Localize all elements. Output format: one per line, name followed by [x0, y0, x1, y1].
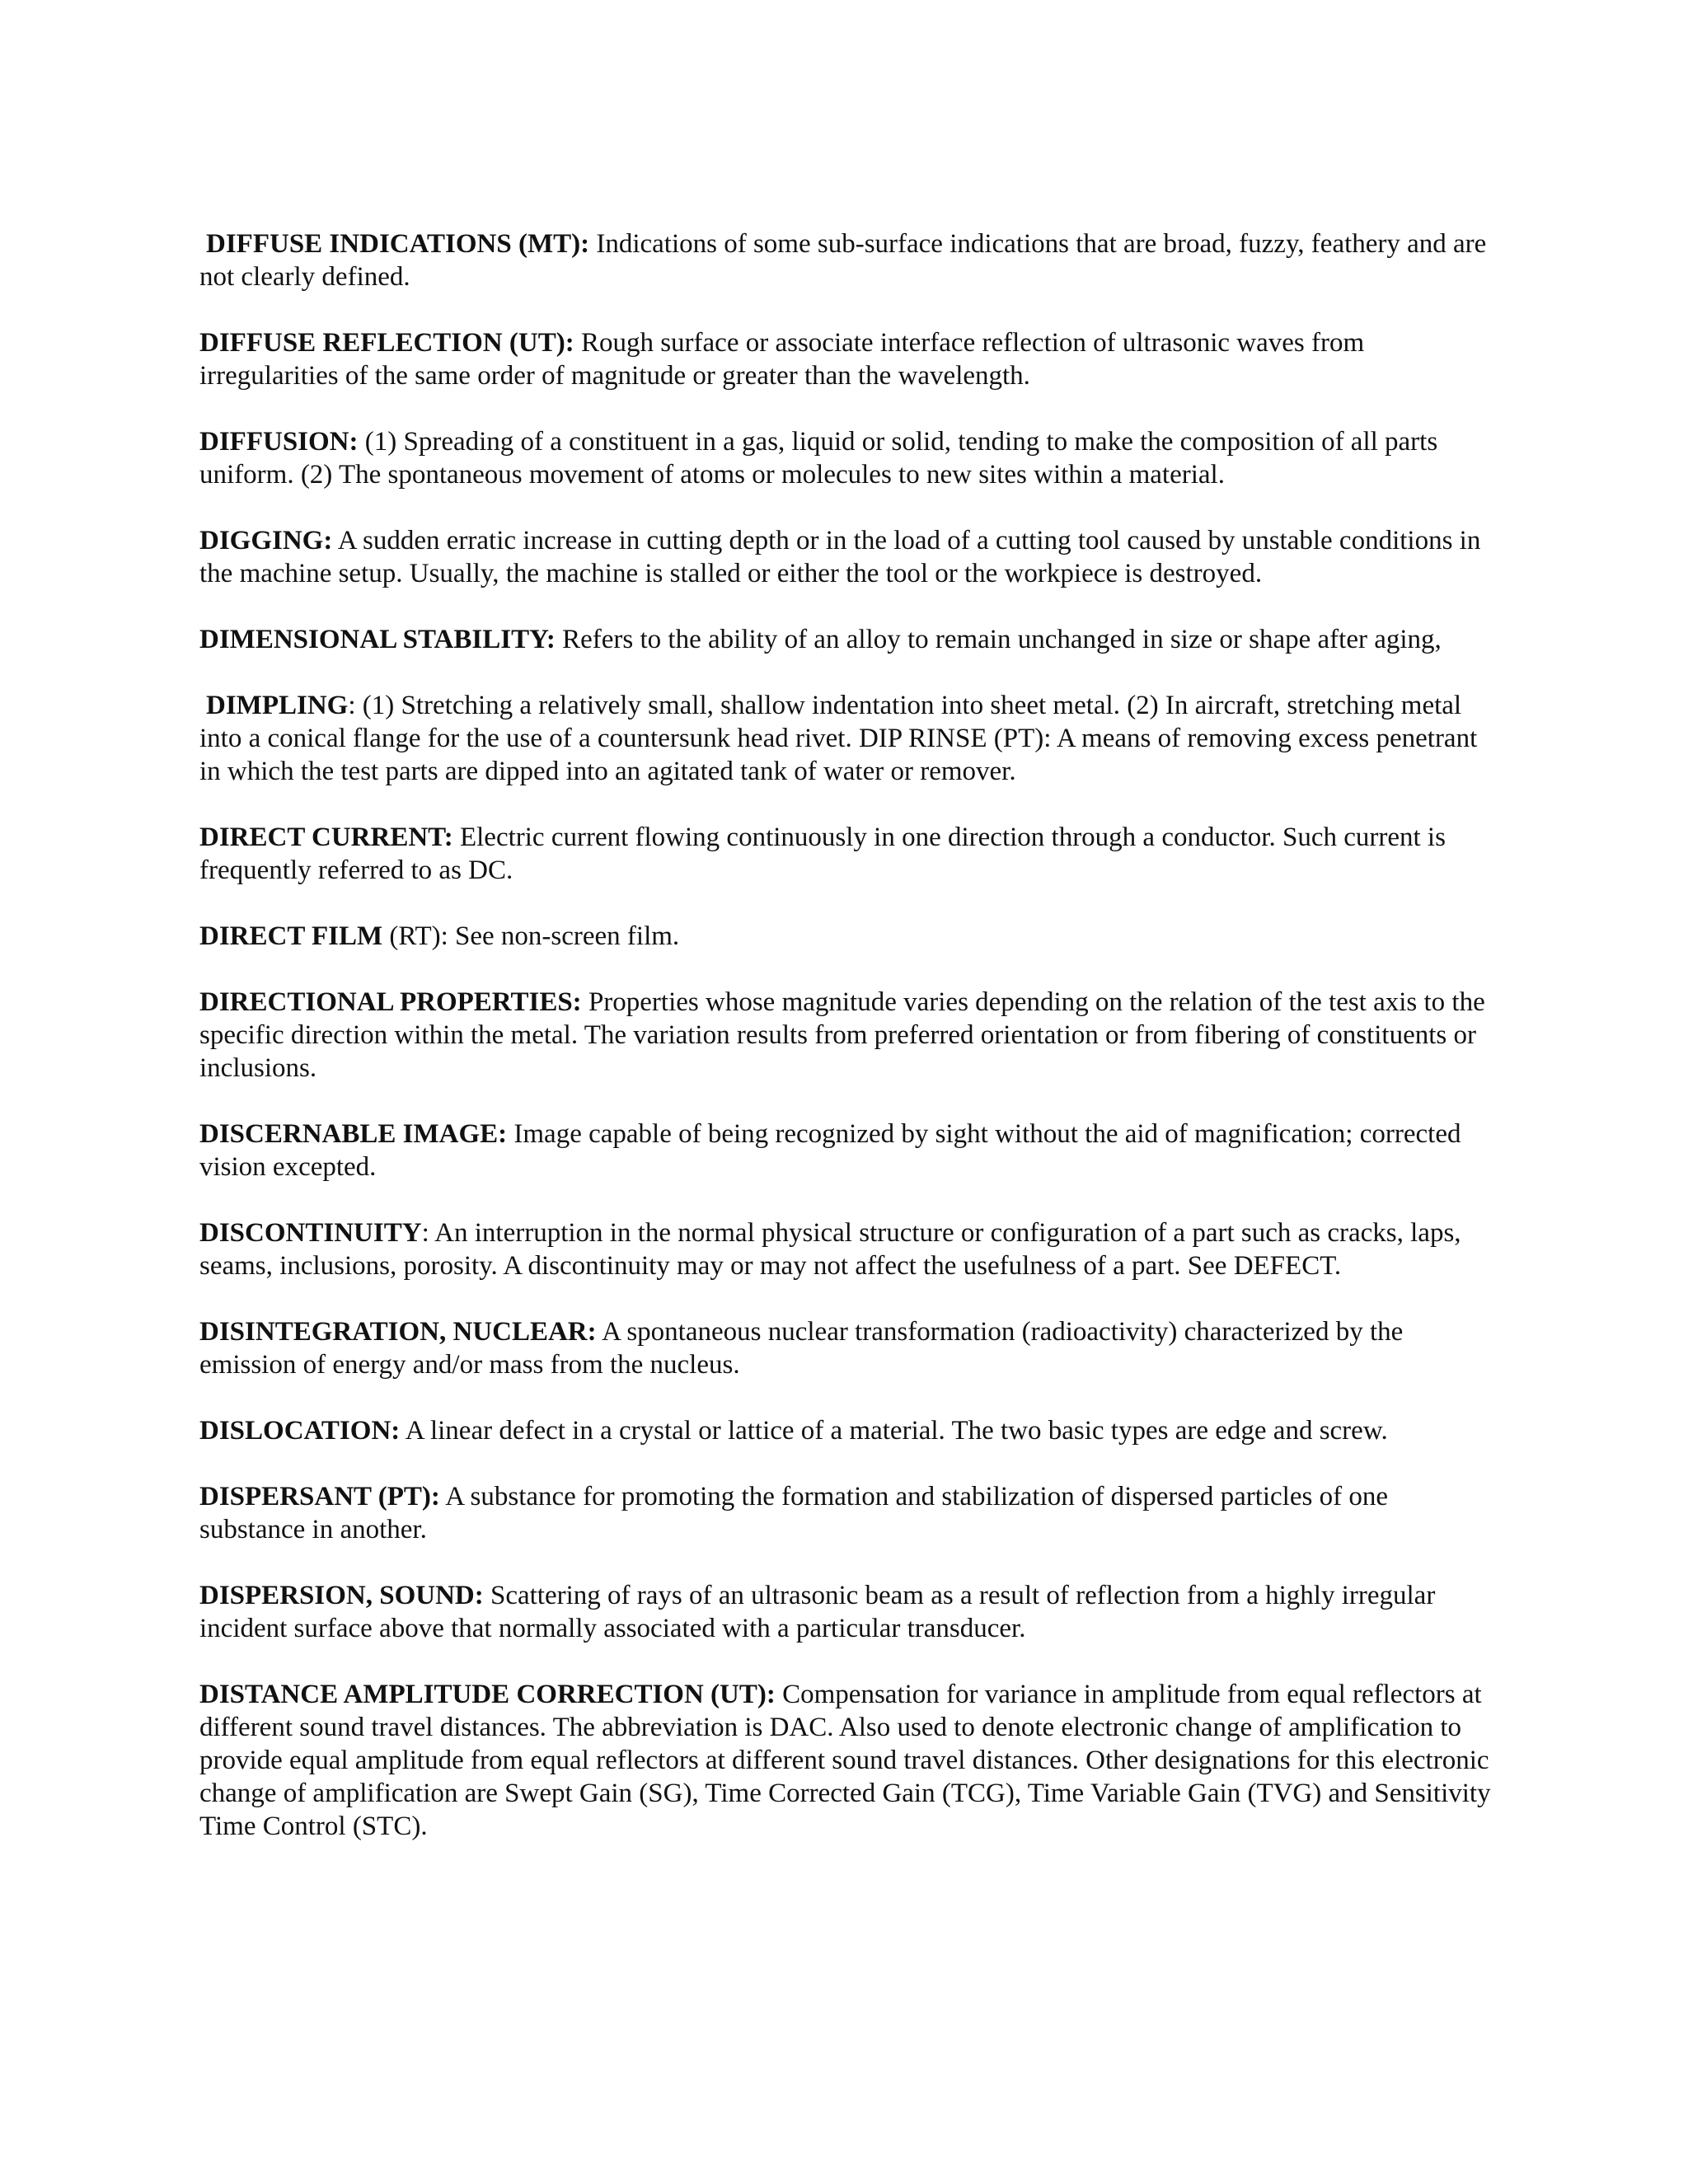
glossary-definition: Rough surface or associate interface reflection of ultrasonic waves from irregularities of the same order of magnitude or greater than the wavelength.	[199, 328, 1365, 391]
glossary-definition: A substance for promoting the formation and stabilization of dispersed particles of one substance in another.	[199, 1482, 1388, 1544]
glossary-definition: : An interruption in the normal physical structure or configuration of a part such as cracks, laps, seams, inclusions, porosity. A discontinuity may or may not affect the usefulness of a part. See DEFECT.	[199, 1218, 1461, 1281]
glossary-entry-discontinuity	[199, 1216, 1493, 1282]
glossary-definition: Properties whose magnitude varies depending on the relation of the test axis to the specific direction within the metal. The variation results from preferred orientation or from fibering of constituents or inclusions.	[199, 987, 1485, 1083]
glossary-term: DIRECT CURRENT:	[199, 823, 453, 852]
glossary-entry-directional-properties	[199, 986, 1493, 1085]
glossary-definition: : (1) Stretching a relatively small, shallow indentation into sheet metal. (2) In aircraft, stretching metal into a conical flange for the use of a countersunk head rivet. DIP RINSE (PT): A means of removing excess penetrant in which the test parts are dipped into an agitated tank of water or remover.	[199, 691, 1478, 786]
glossary-entry-dispersion-sound	[199, 1579, 1493, 1645]
glossary-term: DISCONTINUITY	[199, 1218, 422, 1248]
glossary-body	[199, 227, 1493, 1876]
glossary-entry-dispersant	[199, 1480, 1493, 1546]
glossary-definition: Compensation for variance in amplitude from equal reflectors at different sound travel distances. The abbreviation is DAC. Also used to denote electronic change of amplification to provide equal amplitude from equal reflectors at different sound travel distances. Other designations for this electronic change of amplification are Swept Gain (SG), Time Corrected Gain (TCG), Time Variable Gain (TVG) and Sensitivity Time Control (STC).	[199, 1680, 1491, 1841]
glossary-definition: Refers to the ability of an alloy to remain unchanged in size or shape after aging,	[555, 625, 1442, 654]
glossary-definition: Indications of some sub-surface indications that are broad, fuzzy, feathery and are not clearly defined.	[199, 229, 1487, 292]
glossary-entry-diffuse-reflection	[199, 326, 1493, 392]
glossary-term: DIGGING:	[199, 526, 333, 555]
glossary-entry-direct-film	[199, 920, 1493, 953]
glossary-definition: A spontaneous nuclear transformation (radioactivity) characterized by the emission of energy and/or mass from the nucleus.	[199, 1317, 1404, 1380]
glossary-entry-dislocation	[199, 1414, 1493, 1447]
glossary-entry-diffuse-indications	[199, 227, 1493, 293]
glossary-entry-diffusion	[199, 425, 1493, 491]
glossary-entry-discernable-image	[199, 1118, 1493, 1183]
glossary-term: DISINTEGRATION, NUCLEAR:	[199, 1317, 597, 1347]
glossary-definition: Electric current flowing continuously in one direction through a conductor. Such current is frequently referred to as DC.	[199, 823, 1446, 885]
glossary-definition: A sudden erratic increase in cutting depth or in the load of a cutting tool caused by unstable conditions in the machine setup. Usually, the machine is stalled or either the tool or the workpiece is destroyed.	[199, 526, 1481, 588]
glossary-term: DIFFUSE REFLECTION (UT):	[199, 328, 574, 358]
glossary-term: DISPERSANT (PT):	[199, 1482, 440, 1511]
glossary-entry-distance-amplitude-correction	[199, 1678, 1493, 1843]
glossary-term: DISLOCATION:	[199, 1416, 401, 1446]
glossary-term: DISPERSION, SOUND:	[199, 1581, 484, 1610]
glossary-entry-dimensional-stability	[199, 623, 1493, 656]
glossary-definition: (1) Spreading of a constituent in a gas, liquid or solid, tending to make the composition of all parts uniform. (2) The spontaneous movement of atoms or molecules to new sites within a material.	[199, 427, 1438, 490]
glossary-entry-disintegration-nuclear	[199, 1315, 1493, 1381]
glossary-definition: A linear defect in a crystal or lattice of a material. The two basic types are edge and screw.	[400, 1416, 1388, 1446]
glossary-definition: Image capable of being recognized by sight without the aid of magnification; corrected vision excepted.	[199, 1119, 1461, 1182]
glossary-term: DIFFUSE INDICATIONS (MT):	[206, 229, 590, 259]
glossary-entry-direct-current	[199, 821, 1493, 887]
glossary-term: DIRECTIONAL PROPERTIES:	[199, 987, 582, 1017]
glossary-term: DISTANCE AMPLITUDE CORRECTION (UT):	[199, 1680, 776, 1709]
glossary-term: DIMENSIONAL STABILITY:	[199, 625, 556, 654]
glossary-definition: Scattering of rays of an ultrasonic beam as a result of reflection from a highly irregular incident surface above that normally associated with a particular transducer.	[199, 1581, 1436, 1643]
glossary-term: DIFFUSION:	[199, 427, 359, 457]
glossary-term: DISCERNABLE IMAGE:	[199, 1119, 508, 1149]
glossary-entry-dimpling	[199, 689, 1493, 788]
glossary-definition: (RT): See non-screen film.	[382, 921, 680, 951]
glossary-entry-digging	[199, 524, 1493, 590]
glossary-term: DIRECT FILM	[199, 921, 383, 951]
glossary-term: DIMPLING	[206, 691, 349, 720]
